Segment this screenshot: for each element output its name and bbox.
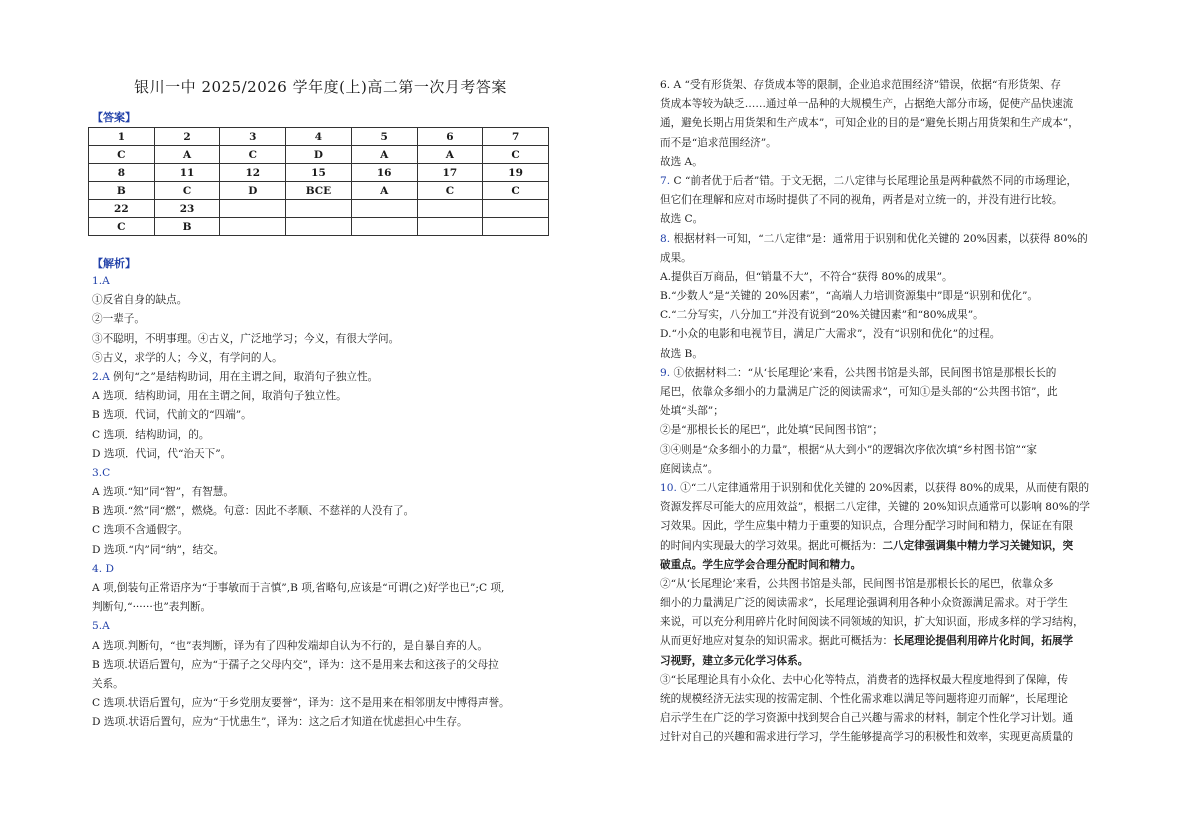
text-line-content: 6. A “受有形货架、存货成本等的限制，企业追求范围经济”错误，依据“有形货架、存 (660, 79, 1061, 91)
text-line (660, 287, 1122, 306)
answer-table-cell: 1 (89, 128, 155, 146)
text-line (660, 153, 1122, 172)
text-line-content: 庭阅读点”。 (660, 462, 719, 475)
text-line-content: 判断句,“······也”表判断。 (92, 601, 212, 614)
text-line-content: 细小的力量满足广泛的阅读需求”，长尾理论强调利用各种小众资源满足需求。对于学生 (660, 597, 1068, 610)
answer-table-cell (351, 218, 417, 236)
answer-table-cell: C (220, 146, 286, 164)
answer-table-cell: C (483, 182, 549, 200)
answer-table-cell: C (89, 218, 155, 236)
answer-table-cell: 2 (154, 128, 220, 146)
text-line-content: 10. ①“二八定律通常用于识别和优化关键的 20%因素，以获得 80%的成果，从而使有限的 (660, 481, 1090, 494)
text-line (660, 134, 1122, 153)
answer-table-cell: 11 (154, 164, 220, 182)
text-line (660, 652, 1122, 671)
text-line-content: 的时间内实现最大的学习效果。据此可概括为： (660, 539, 883, 552)
answer-table (88, 127, 549, 236)
text-line-emphasis: 长尾理论提倡利用碎片化时间，拓展学 (893, 635, 1074, 648)
text-line-content: D 选项.“内”同“纳”，结交。 (92, 543, 225, 556)
text-line (660, 172, 1122, 191)
text-line-content: 8. 根据材料一可知，“二八定律”是：通常用于识别和优化关键的 20%因素，以获得 80%的 (660, 232, 1088, 245)
text-line-emphasis: 二八定律强调集中精力学习关键知识，突 (882, 539, 1074, 552)
text-line-content: B.“少数人”是“关键的 20%因素”，“高端人力培训资源集中”即是“识别和优化”。 (660, 290, 1039, 303)
answer-table-cell: C (417, 182, 483, 200)
answer-table-cell (286, 200, 352, 218)
answer-table-cell (483, 200, 549, 218)
text-line-content: B 选项.状语后置句，应为“于孺子之父母内交”，译为：这不是用来去和这孩子的父母拉 (92, 658, 499, 671)
text-line (660, 575, 1122, 594)
text-line-content: 过针对自己的兴趣和需求进行学习，学生能够提高学习的积极性和效率，实现更高质量的 (660, 731, 1074, 744)
answer-table-cell: A (351, 146, 417, 164)
text-line-content: 1.A (92, 275, 110, 287)
text-line-content: B 选项.“然”同“燃”，燃烧。句意：因此不孝顺、不慈祥的人没有了。 (92, 505, 415, 518)
text-line (660, 210, 1122, 229)
analysis-heading: 【解析】 (92, 257, 136, 270)
analysis-right-text (660, 76, 1122, 748)
answer-table-row (89, 146, 549, 164)
text-line-content: 但它们在理解和应对市场时提供了不同的视角，两者是对立统一的，并没有进行比较。 (660, 194, 1063, 207)
answer-table-cell: A (417, 146, 483, 164)
text-line-content: 关系。 (92, 677, 124, 690)
text-line-content: A.提供百万商品，但“销量不大”，不符合“获得 80%的成果”。 (660, 270, 953, 283)
answer-table-cell (286, 218, 352, 236)
text-line-content: 2.A 例句“之”是结构助词，用在主谓之间，取消句子独立性。 (92, 370, 379, 383)
text-line-emphasis: 破重点。学生应学会合理分配时间和精力。 (660, 558, 862, 571)
text-line (660, 191, 1122, 210)
answer-table-cell: C (483, 146, 549, 164)
answer-table-row (89, 128, 549, 146)
text-line (660, 345, 1122, 364)
text-line (92, 483, 553, 502)
text-line (92, 368, 553, 387)
text-line (92, 502, 553, 521)
answer-table-cell: B (154, 218, 220, 236)
text-line (92, 426, 553, 445)
text-line (92, 310, 553, 329)
answer-table-cell: BCE (286, 182, 352, 200)
text-line-content: 处填“头部”； (660, 405, 724, 418)
text-line (660, 479, 1122, 498)
text-line-content: 从而更好地应对复杂的知识需求。据此可概括为： (660, 635, 894, 648)
text-line (660, 613, 1122, 632)
text-line-content: ③④则是“众多细小的力量”，根据“从大到小”的逻辑次序依次填“乡村图书馆”“家 (660, 443, 1037, 456)
text-line-content: ②“从‘长尾理论’来看，公共图书馆是头部，民间图书馆是那根长长的尾巴，依靠众多 (660, 577, 1054, 590)
text-line-content: 统的规模经济无法实现的按需定制、个性化需求难以满足等问题将迎刃而解”，长尾理论 (660, 693, 1068, 705)
answer-table-row (89, 200, 549, 218)
answer-table-cell: 8 (89, 164, 155, 182)
text-line-content: 货成本等较为缺乏……通过单一品种的大规模生产，占据绝大部分市场，促使产品快速流 (660, 98, 1074, 111)
text-line-content: A 选项.判断句，“也”表判断，译为有了四种发端却自认为不行的，是自暴自弃的人。 (92, 639, 488, 652)
page-title: 银川一中 2025/2026 学年度(上)高二第一次月考答案 (134, 78, 507, 96)
answer-table-cell (417, 200, 483, 218)
text-line (92, 406, 553, 425)
answer-table-cell: 7 (483, 128, 549, 146)
answer-table-cell: 3 (220, 128, 286, 146)
answer-table-cell: 5 (351, 128, 417, 146)
answer-table-row (89, 218, 549, 236)
text-line-content: ②是“那根长长的尾巴”，此处填“民间图书馆”； (660, 424, 883, 437)
text-line-content: 故选 B。 (660, 347, 703, 360)
answer-table-cell: 15 (286, 164, 352, 182)
text-line (92, 598, 553, 617)
text-line (92, 291, 553, 310)
text-line (660, 690, 1122, 709)
text-line-content: 来说，可以充分利用碎片化时间阅读不同领域的知识，扩大知识面，形成多样的学习结构， (660, 616, 1084, 629)
answer-table-cell (417, 218, 483, 236)
text-line-content: 而不是“追求范围经济”。 (660, 136, 777, 149)
text-line (660, 421, 1122, 440)
text-line (92, 330, 553, 349)
answer-table-cell (483, 218, 549, 236)
answer-table-cell: 12 (220, 164, 286, 182)
analysis-left-text (92, 272, 553, 733)
text-line-content: 尾巴，依靠众多细小的力量满足广泛的阅读需求”，可知①是头部的“公共图书馆”，此 (660, 386, 1058, 398)
text-line (92, 579, 553, 598)
text-line (660, 517, 1122, 536)
answer-heading: 【答案】 (92, 111, 136, 124)
answer-table-cell: 16 (351, 164, 417, 182)
text-line (660, 498, 1122, 517)
text-line-content: D 选项．代词，代“治天下”。 (92, 447, 232, 460)
text-line-emphasis: 习视野，建立多元化学习体系。 (660, 654, 809, 667)
text-line-content: C 选项不含通假字。 (92, 524, 189, 537)
text-line (660, 95, 1122, 114)
answer-table-cell: B (89, 182, 155, 200)
text-line (660, 594, 1122, 613)
text-line (92, 521, 553, 540)
answer-table-cell: 6 (417, 128, 483, 146)
answer-table-row (89, 182, 549, 200)
text-line-content: D.“小众的电影和电视节目，满足广大需求”，没有“识别和优化”的过程。 (660, 328, 1001, 341)
text-line (660, 249, 1122, 268)
text-line (92, 541, 553, 560)
text-line-content: 通，避免长期占用货架和生产成本”，可知企业的目的是“避免长期占用货架和生产成本”， (660, 117, 1079, 130)
text-line (92, 349, 553, 368)
text-line (92, 387, 553, 406)
text-line-content: C.“二分写实，八分加工”并没有说到“20%关键因素”和“80%成果”。 (660, 309, 984, 322)
text-line (660, 383, 1122, 402)
text-line (92, 272, 553, 291)
text-line-content: 故选 A。 (660, 155, 703, 168)
text-line (92, 464, 553, 483)
answer-table-cell (220, 200, 286, 218)
text-line (660, 556, 1122, 575)
answer-table-cell: D (220, 182, 286, 200)
text-line (92, 617, 553, 636)
text-line (660, 306, 1122, 325)
text-line (660, 632, 1122, 651)
text-line-content: 成果。 (660, 251, 692, 264)
answer-table-cell: 23 (154, 200, 220, 218)
text-line (660, 114, 1122, 133)
text-line-content: 5.A (92, 620, 110, 633)
text-line (660, 268, 1122, 287)
text-line-content: ②一辈子。 (92, 313, 145, 326)
text-line-content: ①反省自身的缺点。 (92, 294, 188, 307)
text-line-content: ③“长尾理论具有小众化、去中心化等特点，消费者的选择权最大程度地得到了保障，传 (660, 673, 1068, 686)
text-line (660, 325, 1122, 344)
text-line-content: 9. ①依据材料二：“从‘长尾理论’来看，公共图书馆是头部，民间图书馆是那根长长的 (660, 366, 1057, 379)
text-line-content: 3.C (92, 466, 111, 479)
text-line-content: 故选 C。 (660, 213, 704, 226)
answer-table-cell: 22 (89, 200, 155, 218)
text-line (92, 637, 553, 656)
answer-table-cell (351, 200, 417, 218)
text-line (92, 694, 553, 713)
text-line (660, 230, 1122, 249)
answer-table-cell: C (89, 146, 155, 164)
text-line-content: ③不聪明，不明事理。④古义，广泛地学习；今义，有很大学问。 (92, 332, 400, 345)
answer-table-cell: D (286, 146, 352, 164)
text-line-content: 习效果。因此，学生应集中精力于重要的知识点，合理分配学习时间和精力，保证在有限 (660, 520, 1074, 533)
text-line (660, 441, 1122, 460)
text-line (92, 675, 553, 694)
answer-table-row (89, 164, 549, 182)
text-line (660, 76, 1122, 95)
answer-table-cell: A (351, 182, 417, 200)
text-line-content: 7. C “前者优于后者”错。于文无据，二八定律与长尾理论虽是两种截然不同的市场理论， (660, 174, 1078, 187)
answer-table-cell: 17 (417, 164, 483, 182)
text-line-content: A 选项.“知”同“智”，有智慧。 (92, 486, 234, 499)
text-line (92, 656, 553, 675)
text-line (660, 537, 1122, 556)
text-line (92, 560, 553, 579)
text-line (660, 460, 1122, 479)
text-line-content: A 项,倒装句正常语序为“于事敏而于言慎”,B 项,省略句,应该是“可谓(之)好学也已”;C 项, (92, 582, 505, 594)
text-line (660, 728, 1122, 747)
answer-table-cell: C (154, 182, 220, 200)
text-line (660, 709, 1122, 728)
text-line (660, 671, 1122, 690)
text-line-content: 4. D (92, 562, 114, 575)
text-line (92, 713, 553, 732)
text-line-content: A 选项．结构助词，用在主谓之间，取消句子独立性。 (92, 390, 347, 403)
text-line-content: B 选项．代词，代前文的“四端”。 (92, 409, 252, 422)
text-line (660, 364, 1122, 383)
text-line-content: ⑤古义，求学的人；今义，有学问的人。 (92, 351, 283, 364)
answer-table-cell (220, 218, 286, 236)
text-line-content: C 选项．结构助词，的。 (92, 428, 210, 441)
text-line (92, 445, 553, 464)
text-line-content: 启示学生在广泛的学习资源中找到契合自己兴趣与需求的材料，制定个性化学习计划。通 (660, 712, 1074, 725)
text-line-content: C 选项.状语后置句，应为“于乡党朋友要誉”，译为：这不是用来在相邻朋友中博得声誉。 (92, 697, 510, 710)
text-line (660, 402, 1122, 421)
answer-table-cell: 19 (483, 164, 549, 182)
text-line-content: D 选项.状语后置句，应为“于忧患生”，译为：这之后才知道在忧虑担心中生存。 (92, 716, 468, 729)
answer-table-cell: A (154, 146, 220, 164)
text-line-content: 资源发挥尽可能大的应用效益”，根据二八定律，关键的 20%知识点通常可以影响 80%的学 (660, 501, 1091, 514)
answer-table-cell: 4 (286, 128, 352, 146)
